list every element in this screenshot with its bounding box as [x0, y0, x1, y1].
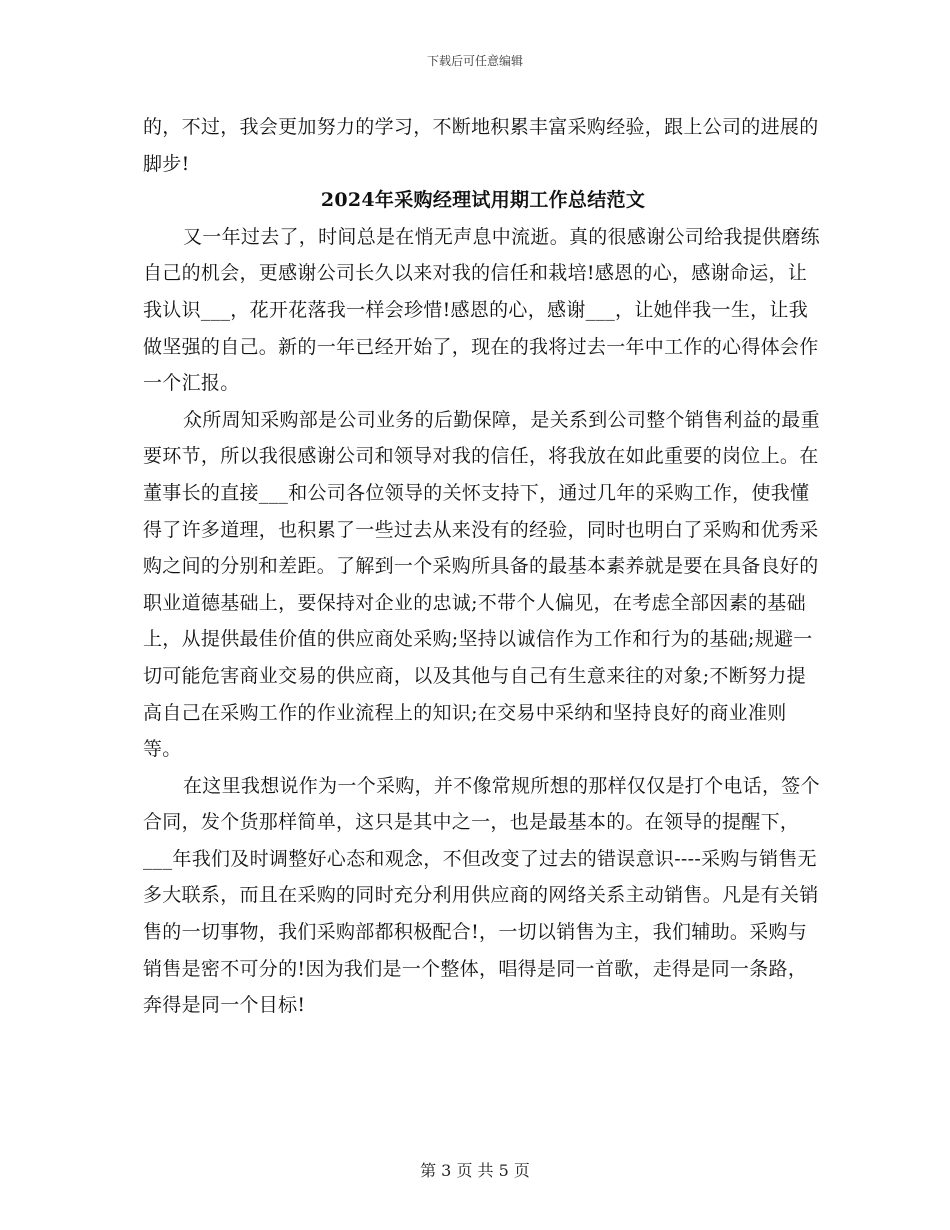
intro-paragraph: 的，不过，我会更加努力的学习，不断地积累丰富采购经验，跟上公司的进展的脚步! [143, 116, 819, 175]
body-paragraph-1: 又一年过去了，时间总是在悄无声息中流逝。真的很感谢公司给我提供磨练自己的机会，更感谢公司长久以来对我的信任和栽培!感恩的心，感谢命运，让我认识___，花开花落我一样会珍惜!感恩的心，感谢___，让她伴我一生，让我做坚强的自己。新的一年已经开始了，现在的我将过去一年中工作的心得体会作一个汇报。 [143, 225, 820, 395]
page-header: 下载后可任意编辑 [426, 54, 523, 68]
document-title: 2024年采购经理试用期工作总结范文 [320, 189, 646, 212]
page-footer: 第 3 页 共 5 页 [420, 1161, 530, 1180]
document-body [143, 109, 823, 1024]
body-paragraph-2: 众所周知采购部是公司业务的后勤保障，是关系到公司整个销售利益的最重要环节，所以我很感谢公司和领导对我的信任，将我放在如此重要的岗位上。在董事长的直接___和公司各位领导的关怀支持下，通过几年的采购工作，使我懂得了许多道理，也积累了一些过去从来没有的经验，同时也明白了采购和优秀采购之间的分别和差距。了解到一个采购所具备的最基本素养就是要在具备良好的职业道德基础上，要保持对企业的忠诚;不带个人偏见，在考虑全部因素的基础上，从提供最佳价值的供应商处采购;坚持以诚信作为工作和行为的基础;规避一切可能危害商业交易的供应商，以及其他与自己有生意来往的对象;不断努力提高自己在采购工作的作业流程上的知识;在交易中采纳和坚持良好的商业准则等。 [143, 408, 820, 761]
body-paragraph-3: 在这里我想说作为一个采购，并不像常规所想的那样仅仅是打个电话，签个合同，发个货那样简单，这只是其中之一，也是最基本的。在领导的提醒下，___年我们及时调整好心态和观念，不但改变了过去的错误意识----采购与销售无多大联系，而且在采购的同时充分利用供应商的网络关系主动销售。凡是有关销售的一切事物，我们采购部都积极配合!，一切以销售为主，我们辅助。采购与销售是密不可分的!因为我们是一个整体，唱得是同一首歌，走得是同一条路，奔得是同一个目标! [143, 774, 820, 1017]
